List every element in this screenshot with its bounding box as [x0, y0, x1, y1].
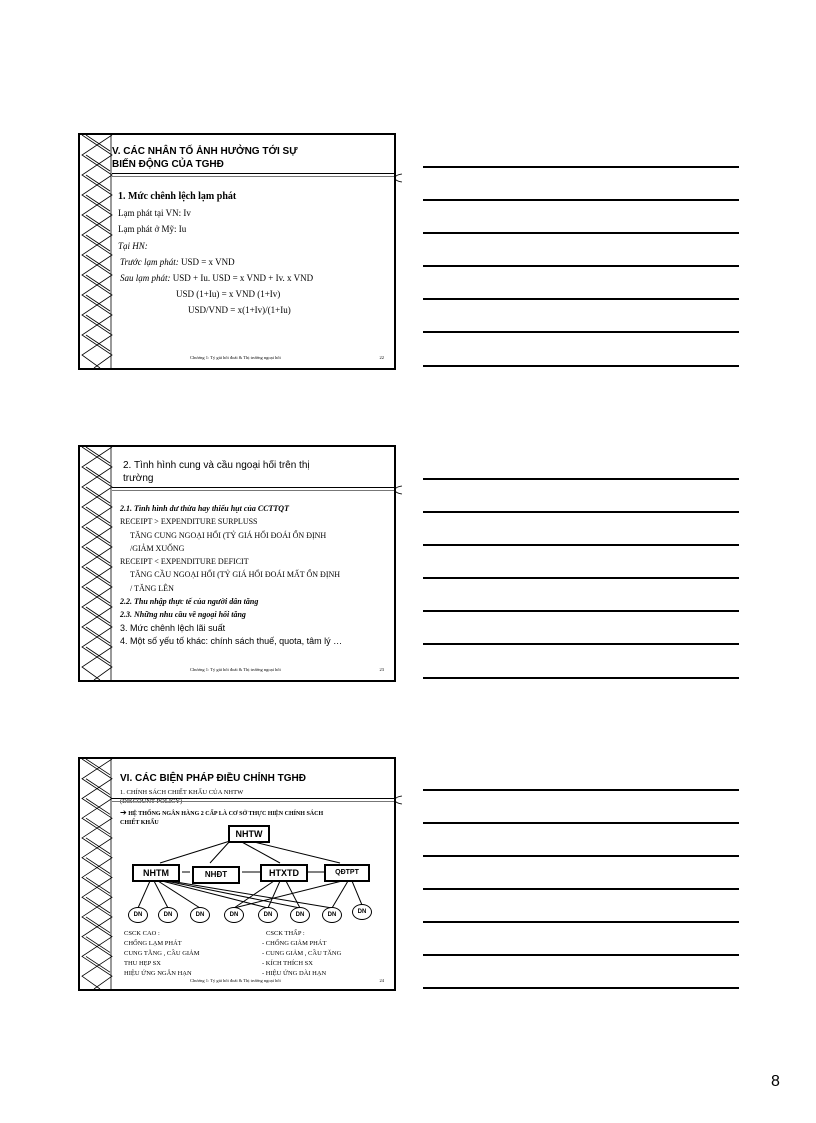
note-line [423, 365, 739, 367]
text-line: Tại HN: [118, 240, 148, 251]
slide-number: 24 [379, 978, 384, 983]
note-line [423, 855, 739, 857]
right-col-line: - KÍCH THÍCH SX [262, 960, 313, 967]
node-dn: DN [224, 907, 244, 923]
slide-title-line2: trường [123, 473, 154, 484]
node-dn: DN [290, 907, 310, 923]
slide-title: VI. CÁC BIỆN PHÁP ĐIỀU CHỈNH TGHĐ [120, 773, 306, 784]
node-nhtw: NHTW [228, 825, 270, 843]
note-line [423, 677, 739, 679]
note-line [423, 265, 739, 267]
text-line: TĂNG CẦU NGOẠI HỐI (TỶ GIÁ HỐI ĐOÁI MẤT ỔN ĐỊNH [130, 570, 341, 580]
left-col-line: CUNG TĂNG , CẦU GIẢM [124, 950, 200, 957]
page-number: 8 [771, 1073, 780, 1090]
note-line [423, 544, 739, 546]
text-line: RECEIPT > EXPENDITURE SURPLUSS [120, 517, 258, 527]
slide-footer: Chương 1: Tỷ giá hối đoái & Thị trường ngoại hối [190, 667, 281, 672]
connector-hook-icon [393, 485, 403, 495]
node-nhdt: NHĐT [192, 866, 240, 884]
text-line: RECEIPT < EXPENDITURE DEFICIT [120, 557, 249, 567]
connector-hook-icon [393, 173, 403, 183]
node-dn: DN [158, 907, 178, 923]
note-line [423, 478, 739, 480]
note-line [423, 987, 739, 989]
slide-footer: Chương 1: Tỷ giá hối đoái & Thị trường ngoại hối [190, 978, 281, 983]
note-line [423, 166, 739, 168]
left-col-line: CHỐNG LẠM PHÁT [124, 940, 182, 947]
subheading: 2.1. Tình hình dư thừa hay thiếu hụt của CCTTQT [120, 504, 289, 513]
right-col-line: - HIỆU ỨNG DÀI HẠN [262, 970, 327, 977]
slide-number: 22 [379, 355, 384, 360]
node-dn: DN [128, 907, 148, 923]
connector-hook-icon [393, 795, 403, 805]
text-line: /GIẢM XUỐNG [130, 543, 185, 553]
left-col-line: HIỆU ỨNG NGẮN HẠN [124, 970, 192, 977]
slide-title-line1: V. CÁC NHÂN TỐ ẢNH HƯỞNG TỚI SỰ [112, 146, 298, 157]
text-line: CHIẾT KHẤU [120, 820, 159, 826]
section-heading: 1. Mức chênh lệch lạm phát [118, 191, 237, 202]
subheading: 2.3. Những nhu cầu về ngoại hối tăng [120, 610, 246, 620]
slide-23 [78, 445, 396, 682]
left-col-line: CSCK CAO : [124, 930, 160, 937]
slide-24 [78, 757, 396, 991]
subheading: 2.2. Thu nhập thực tế của người dân tăng [120, 597, 259, 607]
note-line [423, 789, 739, 791]
text-line: USD (1+Iu) = x VND (1+Iv) [176, 289, 281, 300]
note-line [423, 610, 739, 612]
slide-22 [78, 133, 396, 370]
note-line [423, 643, 739, 645]
arrow-icon: ➔ [120, 808, 127, 817]
text-line: (DISCOUNT POLICY) [120, 798, 183, 805]
note-line [423, 331, 739, 333]
slide-title-line1: 2. Tình hình cung và cầu ngoại hối trên thị [123, 460, 310, 471]
text-line: 3. Mức chênh lệch lãi suất [120, 622, 226, 633]
text-line: USD/VND = x(1+Iv)/(1+Iu) [188, 305, 291, 316]
text-line: Lạm phát ở Mỹ: Iu [118, 224, 187, 235]
text-line: USD + Iu. USD = x VND + Iv. x VND [170, 273, 314, 284]
left-col-line: THU HẸP SX [124, 960, 161, 967]
note-line [423, 511, 739, 513]
text-line: 1. CHÍNH SÁCH CHIẾT KHẤU CỦA NHTW [120, 789, 244, 796]
node-dn: DN [190, 907, 210, 923]
text-line: / TĂNG LÊN [130, 583, 174, 593]
node-nhtm: NHTM [132, 864, 180, 882]
right-col-line: CSCK THẤP : [266, 930, 305, 937]
note-line [423, 199, 739, 201]
note-line [423, 921, 739, 923]
text-line: Lạm phát tại VN: Iv [118, 208, 191, 219]
slide-number: 23 [379, 667, 384, 672]
text-line: HỆ THỐNG NGÂN HÀNG 2 CẤP LÀ CƠ SỞ THỰC HIỆN CHÍNH SÁCH [128, 811, 324, 817]
note-line [423, 822, 739, 824]
text-italic: Trước lạm phát: [120, 256, 179, 267]
text-line: TĂNG CUNG NGOẠI HỐI (TỶ GIÁ HỐI ĐOÁI ỔN ĐỊNH [130, 530, 327, 540]
node-qdtpt: QĐTPT [324, 864, 370, 882]
note-line [423, 298, 739, 300]
text-italic: Sau lạm phát: [120, 273, 171, 284]
node-dn: DN [322, 907, 342, 923]
node-htxtd: HTXTD [260, 864, 308, 882]
note-line [423, 954, 739, 956]
spiral-border-decoration [80, 135, 114, 368]
text-line: 4. Một số yếu tố khác: chính sách thuế, quota, tâm lý … [120, 635, 343, 646]
right-col-line: - CHỐNG GIẢM PHÁT [262, 940, 327, 947]
note-line [423, 577, 739, 579]
slide-title-line2: BIẾN ĐỘNG CỦA TGHĐ [112, 159, 224, 170]
note-line [423, 232, 739, 234]
text-line: USD = x VND [178, 256, 235, 267]
spiral-border-decoration [80, 447, 114, 680]
slide-footer: Chương 1: Tỷ giá hối đoái & Thị trường ngoại hối [190, 355, 281, 360]
node-dn: DN [352, 904, 372, 920]
node-dn: DN [258, 907, 278, 923]
right-col-line: - CUNG GIẢM , CẦU TĂNG [262, 950, 342, 957]
note-line [423, 888, 739, 890]
